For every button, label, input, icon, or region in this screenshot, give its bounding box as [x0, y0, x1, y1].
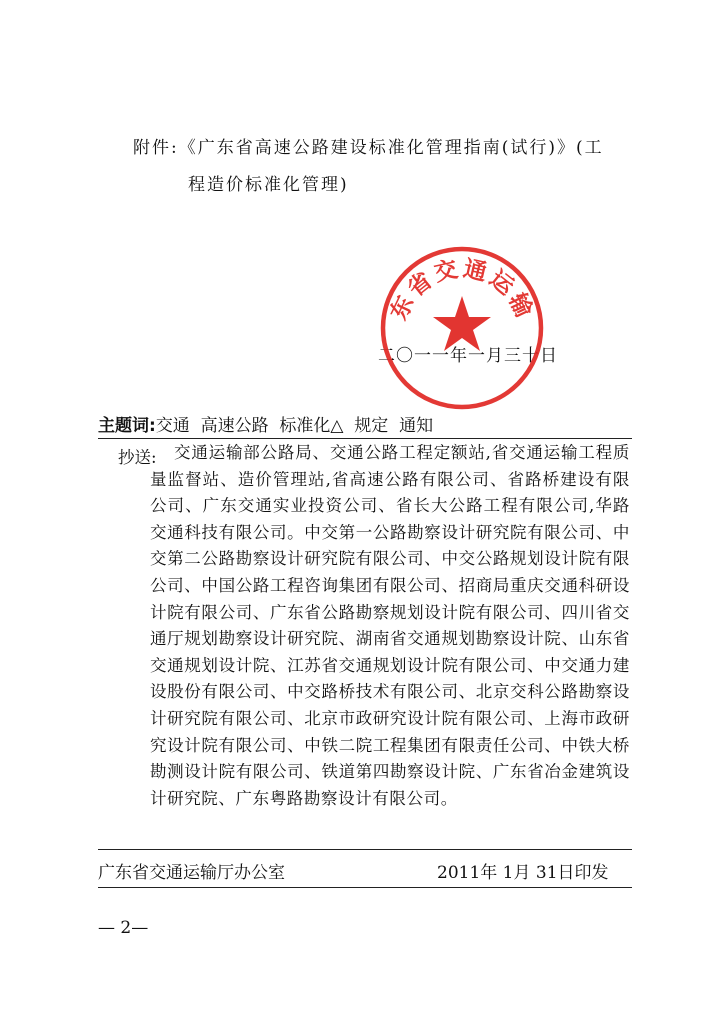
subject-label: 主题词: — [98, 416, 156, 436]
issuing-office: 广东省交通运输厅办公室 — [98, 863, 285, 883]
official-seal — [378, 244, 546, 412]
cc-label: 抄送: — [118, 448, 157, 467]
seal-text: 东省交通运输 — [386, 255, 538, 325]
subject-terms-row — [98, 411, 433, 436]
issue-date: 2011年 1月 31日印发 — [437, 863, 609, 883]
attachment-line-2: 程造价标准化管理) — [188, 175, 349, 195]
divider-middle — [98, 849, 632, 850]
subject-terms: 交通 高速公路 标准化△ 规定 通知 — [155, 416, 434, 436]
sign-date: 二〇一一年一月三十日 — [378, 346, 558, 366]
seal-star-icon — [433, 296, 491, 351]
divider-bottom — [98, 887, 632, 888]
cc-recipients: 交通运输部公路局、交通公路工程定额站,省交通运输工程质量监督站、造价管理站,省高速公路有限公司、省路桥建设有限公司、广东交通实业投资公司、省长大公路工程有限公司,华路交通科技有限公司。中交第一公路勘察设计研究院有限公司、中交第二公路勘察设计研究院有限公司、中交公路规划设计院有限公司、中国公路工程咨询集团有限公司、招商局重庆交通科研设计院有限公司、广东省公路勘察规划设计院有限公司、四川省交通厅规划勘察设计研究院、湖南省交通规划勘察设计院、山东省交通规划设计院、江苏省交通规划设计院有限公司、中交通力建设股份有限公司、中交路桥技术有限公司、北京交科公路勘察设计研究院有限公司、北京市政研究设计院有限公司、上海市政研究设计院有限公司、中铁二院工程集团有限责任公司、中铁大桥勘测设计院有限公司、铁道第四勘察设计院、广东省冶金建筑设计研究院、广东粤路勘察设计有限公司。 — [150, 443, 630, 808]
divider-top — [98, 438, 632, 439]
attachment-line-1: 附件:《广东省高速公路建设标准化管理指南(试行)》(工 — [133, 138, 604, 158]
page-number: — 2— — [98, 918, 149, 938]
